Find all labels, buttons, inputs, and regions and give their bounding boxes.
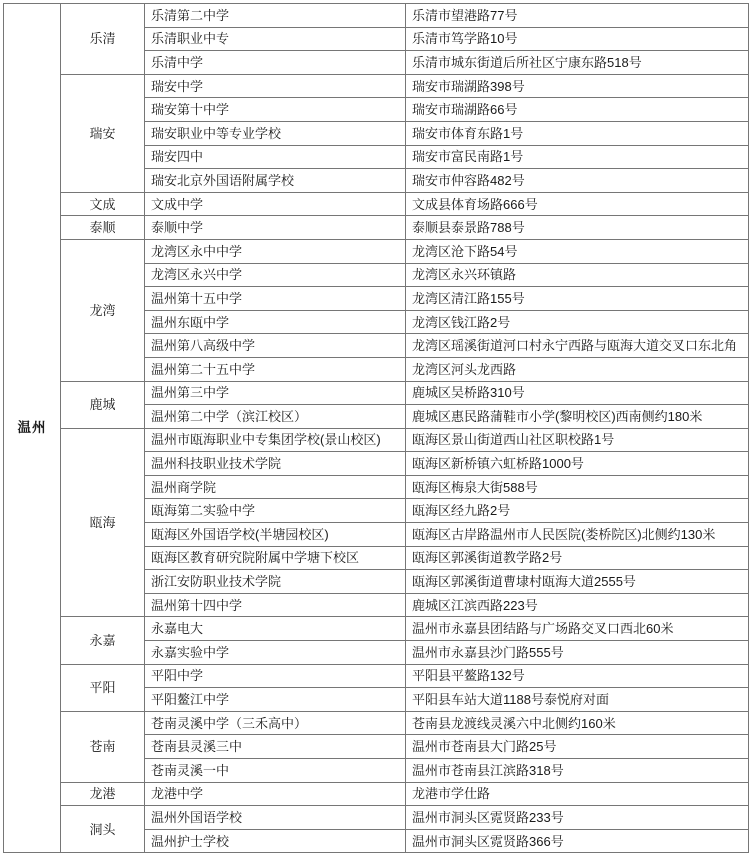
school-address-cell: 乐清市望港路77号 (406, 4, 749, 28)
school-name-cell: 永嘉实验中学 (145, 641, 406, 665)
school-name-cell: 瑞安北京外国语附属学校 (145, 169, 406, 193)
district-cell: 平阳 (61, 664, 145, 711)
school-address-cell: 瑞安市仲容路482号 (406, 169, 749, 193)
school-name-cell: 温州护士学校 (145, 829, 406, 853)
school-name-cell: 乐清中学 (145, 51, 406, 75)
school-address-cell: 龙港市学仕路 (406, 782, 749, 806)
district-cell: 龙港 (61, 782, 145, 806)
school-name-cell: 温州科技职业技术学院 (145, 452, 406, 476)
district-cell: 永嘉 (61, 617, 145, 664)
school-name-cell: 龙湾区永兴中学 (145, 263, 406, 287)
school-name-cell: 瓯海区外国语学校(半塘园校区) (145, 523, 406, 547)
school-name-cell: 文成中学 (145, 192, 406, 216)
school-address-cell: 瓯海区古岸路温州市人民医院(娄桥院区)北侧约130米 (406, 523, 749, 547)
district-cell: 泰顺 (61, 216, 145, 240)
school-name-cell: 温州第八高级中学 (145, 334, 406, 358)
school-name-cell: 苍南灵溪中学（三禾高中） (145, 711, 406, 735)
school-name-cell: 温州第三中学 (145, 381, 406, 405)
table-row (4, 192, 749, 216)
school-address-cell: 瑞安市瑞湖路66号 (406, 98, 749, 122)
school-name-cell: 苍南县灵溪三中 (145, 735, 406, 759)
school-name-cell: 乐清第二中学 (145, 4, 406, 28)
school-name-cell: 瓯海第二实验中学 (145, 499, 406, 523)
district-cell: 苍南 (61, 711, 145, 782)
school-address-cell: 瓯海区经九路2号 (406, 499, 749, 523)
district-cell: 瓯海 (61, 428, 145, 617)
district-cell: 龙湾 (61, 239, 145, 381)
school-address-cell: 瓯海区梅泉大街588号 (406, 475, 749, 499)
school-name-cell: 瓯海区教育研究院附属中学塘下校区 (145, 546, 406, 570)
school-address-cell: 乐清市城东街道后所社区宁康东路518号 (406, 51, 749, 75)
school-address-cell: 泰顺县泰景路788号 (406, 216, 749, 240)
school-address-cell: 鹿城区惠民路蒲鞋市小学(黎明校区)西南侧约180米 (406, 405, 749, 429)
school-address-cell: 温州市洞头区霓贤路233号 (406, 806, 749, 830)
school-address-cell: 鹿城区吴桥路310号 (406, 381, 749, 405)
school-name-cell: 永嘉电大 (145, 617, 406, 641)
school-address-cell: 瓯海区新桥镇六虹桥路1000号 (406, 452, 749, 476)
school-name-cell: 瑞安职业中等专业学校 (145, 121, 406, 145)
school-address-cell: 平阳县车站大道1188号泰悦府对面 (406, 688, 749, 712)
table-row (4, 617, 749, 641)
table-row (4, 428, 749, 452)
school-address-cell: 龙湾区沧下路54号 (406, 239, 749, 263)
table-row (4, 381, 749, 405)
school-address-cell: 瑞安市瑞湖路398号 (406, 74, 749, 98)
table-row (4, 664, 749, 688)
school-name-cell: 龙港中学 (145, 782, 406, 806)
district-cell: 文成 (61, 192, 145, 216)
page (0, 3, 750, 860)
school-address-cell: 温州市永嘉县沙门路555号 (406, 641, 749, 665)
school-name-cell: 浙江安防职业技术学院 (145, 570, 406, 594)
school-address-cell: 瓯海区景山街道西山社区职校路1号 (406, 428, 749, 452)
school-name-cell: 乐清职业中专 (145, 27, 406, 51)
school-address-cell: 温州市永嘉县团结路与广场路交叉口西北60米 (406, 617, 749, 641)
district-cell: 瑞安 (61, 74, 145, 192)
school-name-cell: 瑞安四中 (145, 145, 406, 169)
school-name-cell: 温州东瓯中学 (145, 310, 406, 334)
school-address-cell: 文成县体育场路666号 (406, 192, 749, 216)
table-row (4, 4, 749, 28)
table-row (4, 216, 749, 240)
school-name-cell: 平阳鳌江中学 (145, 688, 406, 712)
table-row (4, 239, 749, 263)
school-address-cell: 鹿城区江滨西路223号 (406, 593, 749, 617)
district-cell: 鹿城 (61, 381, 145, 428)
school-name-cell: 温州第十四中学 (145, 593, 406, 617)
school-name-cell: 苍南灵溪一中 (145, 759, 406, 783)
school-name-cell: 龙湾区永中中学 (145, 239, 406, 263)
school-name-cell: 泰顺中学 (145, 216, 406, 240)
table-row (4, 782, 749, 806)
school-address-cell: 龙湾区清江路155号 (406, 287, 749, 311)
school-name-cell: 温州第二中学（滨江校区） (145, 405, 406, 429)
school-name-cell: 平阳中学 (145, 664, 406, 688)
school-address-cell: 平阳县平鳌路132号 (406, 664, 749, 688)
table-row (4, 74, 749, 98)
school-address-cell: 龙湾区钱江路2号 (406, 310, 749, 334)
school-address-cell: 温州市洞头区霓贤路366号 (406, 829, 749, 853)
school-address-table (3, 3, 749, 853)
table-row (4, 806, 749, 830)
school-address-cell: 苍南县龙渡线灵溪六中北侧约160米 (406, 711, 749, 735)
school-address-cell: 瓯海区郭溪街道教学路2号 (406, 546, 749, 570)
district-cell: 洞头 (61, 806, 145, 853)
school-table-body (4, 4, 749, 853)
city-cell: 温州 (4, 4, 61, 853)
table-row (4, 711, 749, 735)
school-address-cell: 乐清市笃学路10号 (406, 27, 749, 51)
school-name-cell: 瑞安中学 (145, 74, 406, 98)
school-name-cell: 温州外国语学校 (145, 806, 406, 830)
school-address-cell: 龙湾区河头龙西路 (406, 357, 749, 381)
school-name-cell: 温州市瓯海职业中专集团学校(景山校区) (145, 428, 406, 452)
school-address-cell: 瑞安市体育东路1号 (406, 121, 749, 145)
school-name-cell: 温州第十五中学 (145, 287, 406, 311)
school-address-cell: 瑞安市富民南路1号 (406, 145, 749, 169)
district-cell: 乐清 (61, 4, 145, 75)
school-address-cell: 瓯海区郭溪街道曹埭村瓯海大道2555号 (406, 570, 749, 594)
school-address-cell: 温州市苍南县大门路25号 (406, 735, 749, 759)
school-name-cell: 温州第二十五中学 (145, 357, 406, 381)
school-name-cell: 温州商学院 (145, 475, 406, 499)
school-name-cell: 瑞安第十中学 (145, 98, 406, 122)
school-address-cell: 龙湾区瑶溪街道河口村永宁西路与瓯海大道交叉口东北角 (406, 334, 749, 358)
school-address-cell: 温州市苍南县江滨路318号 (406, 759, 749, 783)
school-address-cell: 龙湾区永兴环镇路 (406, 263, 749, 287)
